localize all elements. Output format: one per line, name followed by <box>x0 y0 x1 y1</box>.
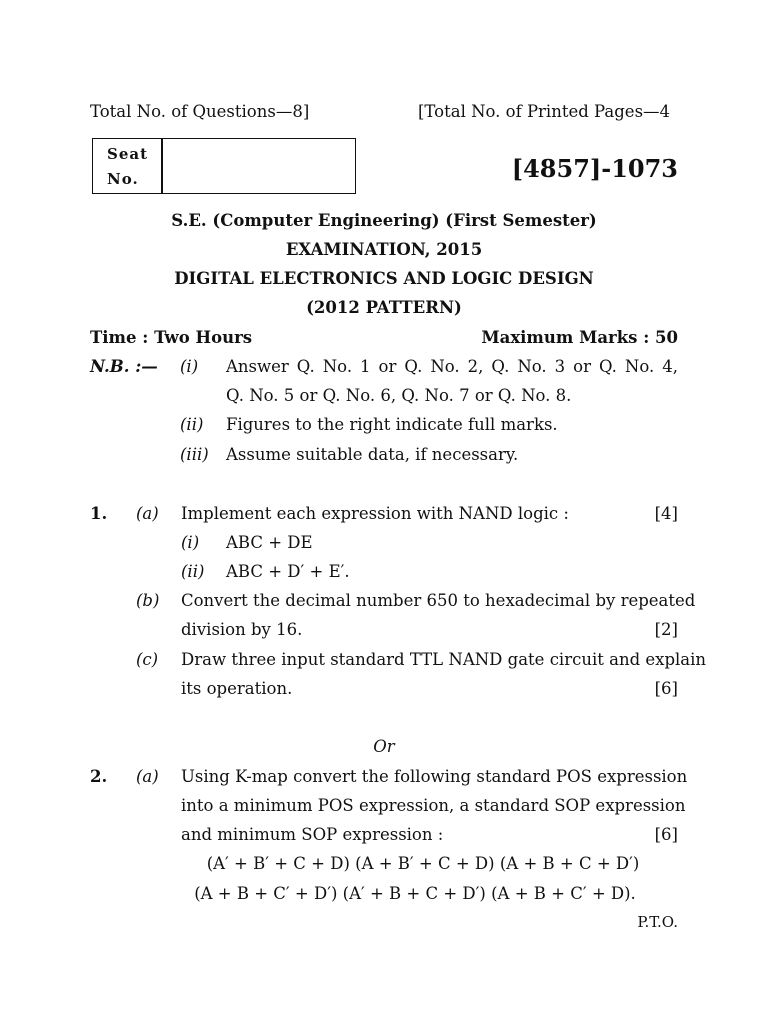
nb-item-text: Answer Q. No. 1 or Q. No. 2, Q. No. 3 or Q. No. 4, <box>226 357 678 376</box>
question-text-cont: and minimum SOP expression : <box>181 825 444 844</box>
paper-code: [4857]-1073 <box>511 154 678 183</box>
total-questions: Total No. of Questions—8] <box>90 102 310 121</box>
nb-item-text: Assume suitable data, if necessary. <box>226 445 519 464</box>
subpart-label: (i) <box>181 533 200 552</box>
question-text: Draw three input standard TTL NAND gate circuit and explain <box>181 650 707 669</box>
nb-item-num: (iii) <box>180 445 209 464</box>
nb-label: N.B. :— <box>90 357 158 376</box>
subpart-label: (a) <box>136 767 159 786</box>
expression: ABC + D′ + E′. <box>226 562 350 581</box>
nb-item-num: (i) <box>180 357 199 376</box>
pos-expression: (A′ + B′ + C + D) (A + B′ + C + D) (A + B + C + D′) <box>206 854 640 873</box>
question-text: Using K-map convert the following standard POS expression <box>181 767 688 786</box>
question-text-cont: its operation. <box>181 679 293 698</box>
subpart-label: (a) <box>136 504 159 523</box>
total-pages: [Total No. of Printed Pages—4 <box>418 102 671 121</box>
marks: [6] <box>654 679 678 698</box>
marks: [6] <box>654 825 678 844</box>
nb-item-text-cont: Q. No. 5 or Q. No. 6, Q. No. 7 or Q. No. 8. <box>226 386 572 405</box>
seat-number-box <box>92 138 356 194</box>
course-title: S.E. (Computer Engineering) (First Semester) <box>171 211 597 230</box>
question-text-cont: division by 16. <box>181 620 303 639</box>
question-text: Implement each expression with NAND logic : <box>181 504 569 523</box>
subject-title: DIGITAL ELECTRONICS AND LOGIC DESIGN <box>174 269 594 288</box>
pos-expression: (A + B + C′ + D′) (A′ + B + C + D′) (A + B + C′ + D). <box>194 884 636 903</box>
question-number: 1. <box>90 504 108 523</box>
nb-item-num: (ii) <box>180 415 204 434</box>
exam-title: EXAMINATION, 2015 <box>285 240 483 259</box>
expression: ABC + DE <box>226 533 313 552</box>
question-text: Convert the decimal number 650 to hexadecimal by repeated <box>181 591 696 610</box>
subpart-label: (c) <box>136 650 159 669</box>
or-separator: Or <box>373 737 395 756</box>
seat-label: Seat <box>107 145 149 163</box>
question-text-cont: into a minimum POS expression, a standard SOP expression <box>181 796 686 815</box>
subpart-label: (b) <box>136 591 160 610</box>
please-turn-over: P.T.O. <box>637 913 678 931</box>
nb-item-text: Figures to the right indicate full marks. <box>226 415 558 434</box>
seat-box-divider <box>161 139 163 193</box>
pattern-title: (2012 PATTERN) <box>306 298 462 317</box>
subpart-label: (ii) <box>181 562 205 581</box>
time-label: Time : Two Hours <box>90 328 253 347</box>
max-marks: Maximum Marks : 50 <box>481 328 678 347</box>
seat-label-no: No. <box>107 170 139 188</box>
question-number: 2. <box>90 767 108 786</box>
marks: [4] <box>654 504 678 523</box>
marks: [2] <box>654 620 678 639</box>
